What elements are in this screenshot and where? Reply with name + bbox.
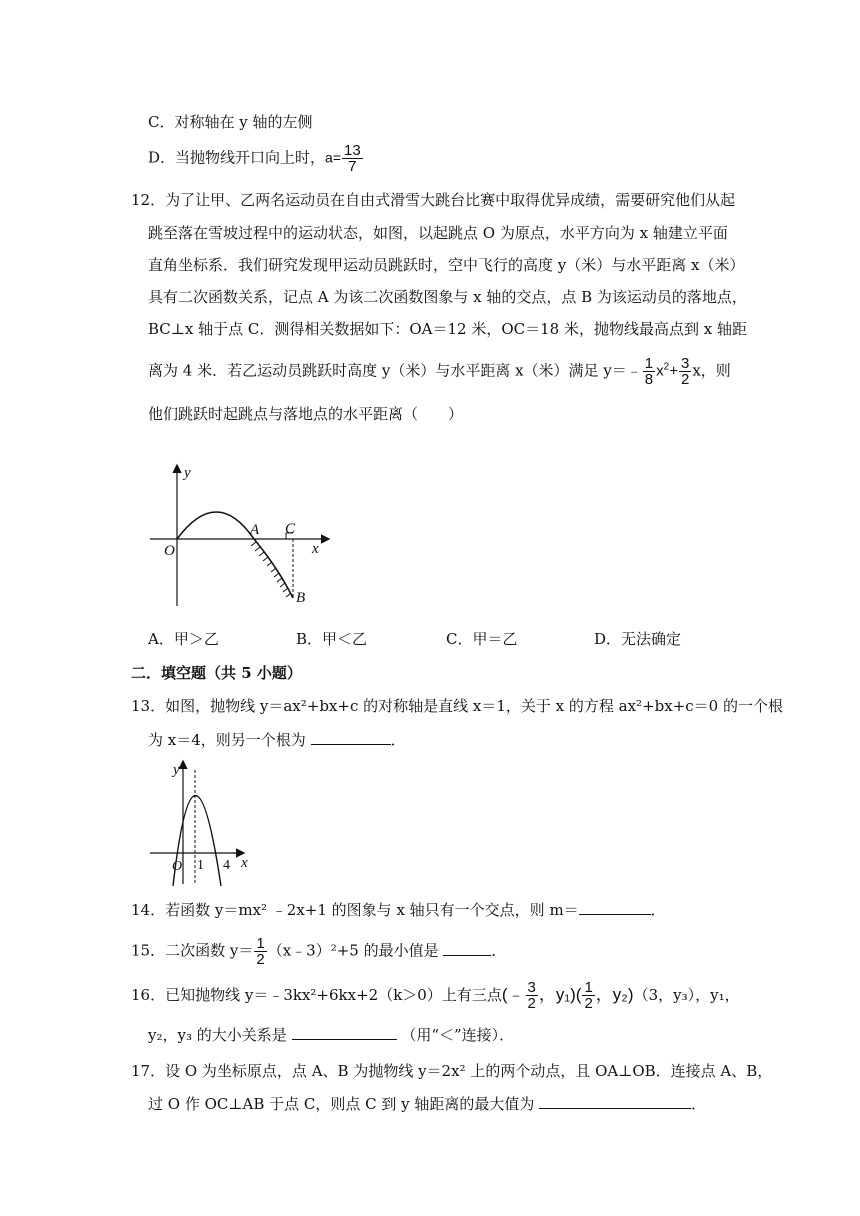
- q16-point-2-y: y₂: [612, 984, 628, 1004]
- q12-exponent: 2: [663, 361, 670, 373]
- q12-line-6-pre: 离为 4 米．若乙运动员跳跃时高度 y（米）与水平距离 x（米）满足 y＝﹣: [148, 361, 642, 380]
- q12-label-c: C: [285, 521, 296, 537]
- q11-option-d-a: a=: [325, 149, 341, 166]
- q17-line-2-text: 过 O 作 OC⊥AB 于点 C，则点 C 到 y 轴距离的最大值为: [148, 1095, 535, 1113]
- fraction-denominator: 2: [584, 995, 593, 1012]
- q12-line-2: 跳至落在雪坡过程中的运动状态，如图，以起跳点 O 为原点，水平方向为 x 轴建立平面: [148, 224, 728, 242]
- q12-line-7: 他们跳跃时起跳点与落地点的水平距离（ ）: [148, 405, 464, 423]
- q13-line-2-end: ．: [390, 731, 406, 749]
- q12-line-5: BC⊥x 轴于点 C．测得相关数据如下：OA＝12 米，OC＝18 米，抛物线最高点到 x 轴距: [148, 320, 747, 338]
- q13-label-4: 4: [223, 858, 230, 873]
- q13-line-2-text: 为 x＝4，则另一个根为: [148, 731, 306, 749]
- q14-answer-blank[interactable]: [579, 900, 651, 915]
- q13-label-x: x: [241, 855, 248, 871]
- q16-point-1-fraction: [526, 980, 538, 1011]
- q17-line-2: [148, 1093, 706, 1115]
- q16-answer-blank[interactable]: [292, 1025, 397, 1040]
- q13-answer-blank[interactable]: [311, 730, 391, 745]
- q16-line-2-post: （用“＜”连接）．: [401, 1026, 515, 1044]
- fraction-numerator: 1: [256, 935, 265, 952]
- q12-label-a: A: [250, 522, 260, 538]
- fraction-numerator: 1: [584, 979, 593, 996]
- q13-line-1: 13．如图，抛物线 y＝ax²+bx+c 的对称轴是直线 x＝1，关于 x 的方程 ax²+bx+c＝0 的一个根: [131, 697, 783, 715]
- q12-option-d: D．无法确定: [594, 630, 682, 648]
- q17-line-2-end: ．: [691, 1095, 707, 1113]
- q12-option-a: A．甲＞乙: [148, 630, 219, 648]
- q12-x-term: x: [656, 362, 664, 380]
- q11-option-c: C．对称轴在 y 轴的左侧: [148, 113, 313, 131]
- q13-label-o: O: [172, 859, 183, 874]
- q12-line-6: [148, 356, 731, 387]
- q17-line-1: 17．设 O 为坐标原点，点 A、B 为抛物线 y＝2x² 上的两个动点，且 OA⊥OB．连接点 A、B，: [131, 1062, 773, 1080]
- q14-line: [131, 899, 666, 921]
- q12-label-x: x: [312, 541, 319, 557]
- q16-line-2: [148, 1024, 514, 1046]
- q12-fraction-2: [679, 356, 691, 387]
- q12-label-o: O: [164, 543, 175, 559]
- q15-pre: 15．二次函数 y＝: [131, 941, 254, 960]
- q13-label-1: 1: [197, 858, 204, 873]
- fraction-denominator: 2: [256, 951, 265, 968]
- q15-line: [131, 936, 506, 967]
- fraction-numerator: 13: [344, 142, 361, 159]
- q17-answer-blank[interactable]: [539, 1094, 691, 1109]
- q12-parabola: [177, 512, 254, 539]
- q15-end: ．: [491, 941, 507, 960]
- q15-answer-blank[interactable]: [443, 941, 491, 956]
- q16-line-1-post: （3，y₃），y₁，: [633, 985, 740, 1004]
- q16-line-1-pre: 16．已知抛物线 y＝﹣3kx²+6kx+2（k＞0）上有三点: [131, 985, 502, 1004]
- fraction-denominator: 2: [527, 995, 536, 1012]
- q13-parabola-figure: [145, 758, 260, 888]
- q16-point-1-y: y₁: [555, 984, 571, 1004]
- q14-end: ．: [650, 901, 666, 919]
- q12-line-3: 直角坐标系．我们研究发现甲运动员跳跃时，空中飞行的高度 y（米）与水平距离 x（米）: [148, 256, 745, 274]
- q12-label-b: B: [296, 590, 306, 606]
- q12-line-1: 12．为了让甲、乙两名运动员在自由式滑雪大跳台比赛中取得优异成绩，需要研究他们从起: [131, 191, 736, 209]
- q15-post: （x﹣3）²+5 的最小值是: [267, 941, 439, 960]
- q13-label-y: y: [173, 762, 180, 778]
- q11-option-d: [148, 143, 364, 174]
- q16-line-1: [131, 980, 740, 1011]
- fraction-numerator: 3: [527, 979, 536, 996]
- q12-label-y: y: [184, 465, 191, 481]
- fraction-numerator: 3: [680, 355, 690, 372]
- q16-point-2-fraction: [582, 980, 594, 1011]
- fraction-denominator: 7: [348, 158, 357, 175]
- q12-fraction-1: [643, 356, 655, 387]
- q12-ski-jump-figure: [140, 460, 340, 620]
- q16-line-2-pre: y₂，y₃ 的大小关系是: [148, 1026, 287, 1044]
- section-title: 二．填空题（共 5 小题）: [131, 664, 302, 682]
- q12-slope-hatching: [251, 542, 291, 597]
- q13-line-2: [148, 729, 406, 751]
- fraction-denominator: 8: [644, 371, 654, 388]
- q12-option-c: C．甲＝乙: [446, 630, 518, 648]
- fraction-denominator: 2: [680, 371, 690, 388]
- q12-plus: +: [669, 362, 678, 380]
- q11-option-d-text: D．当抛物线开口向上时，: [148, 148, 326, 167]
- q12-line-6-post: x，则: [692, 361, 731, 380]
- q14-text: 14．若函数 y＝mx² ﹣2x+1 的图象与 x 轴只有一个交点，则 m＝: [131, 901, 579, 919]
- q16-point-2: ( $\frac{1}{2}$ ，y₂): [575, 979, 634, 1012]
- q12-option-b: B．甲＜乙: [296, 630, 368, 648]
- q12-line-4: 具有二次函数关系，记点 A 为该二次函数图象与 x 轴的交点，点 B 为该运动员的落地点，: [148, 288, 747, 306]
- q15-fraction: [254, 936, 266, 967]
- q11-option-d-fraction: [342, 143, 363, 174]
- q16-point-1: (﹣ $\frac{3}{2}$ ，y₁): [501, 979, 576, 1012]
- fraction-numerator: 1: [644, 355, 654, 372]
